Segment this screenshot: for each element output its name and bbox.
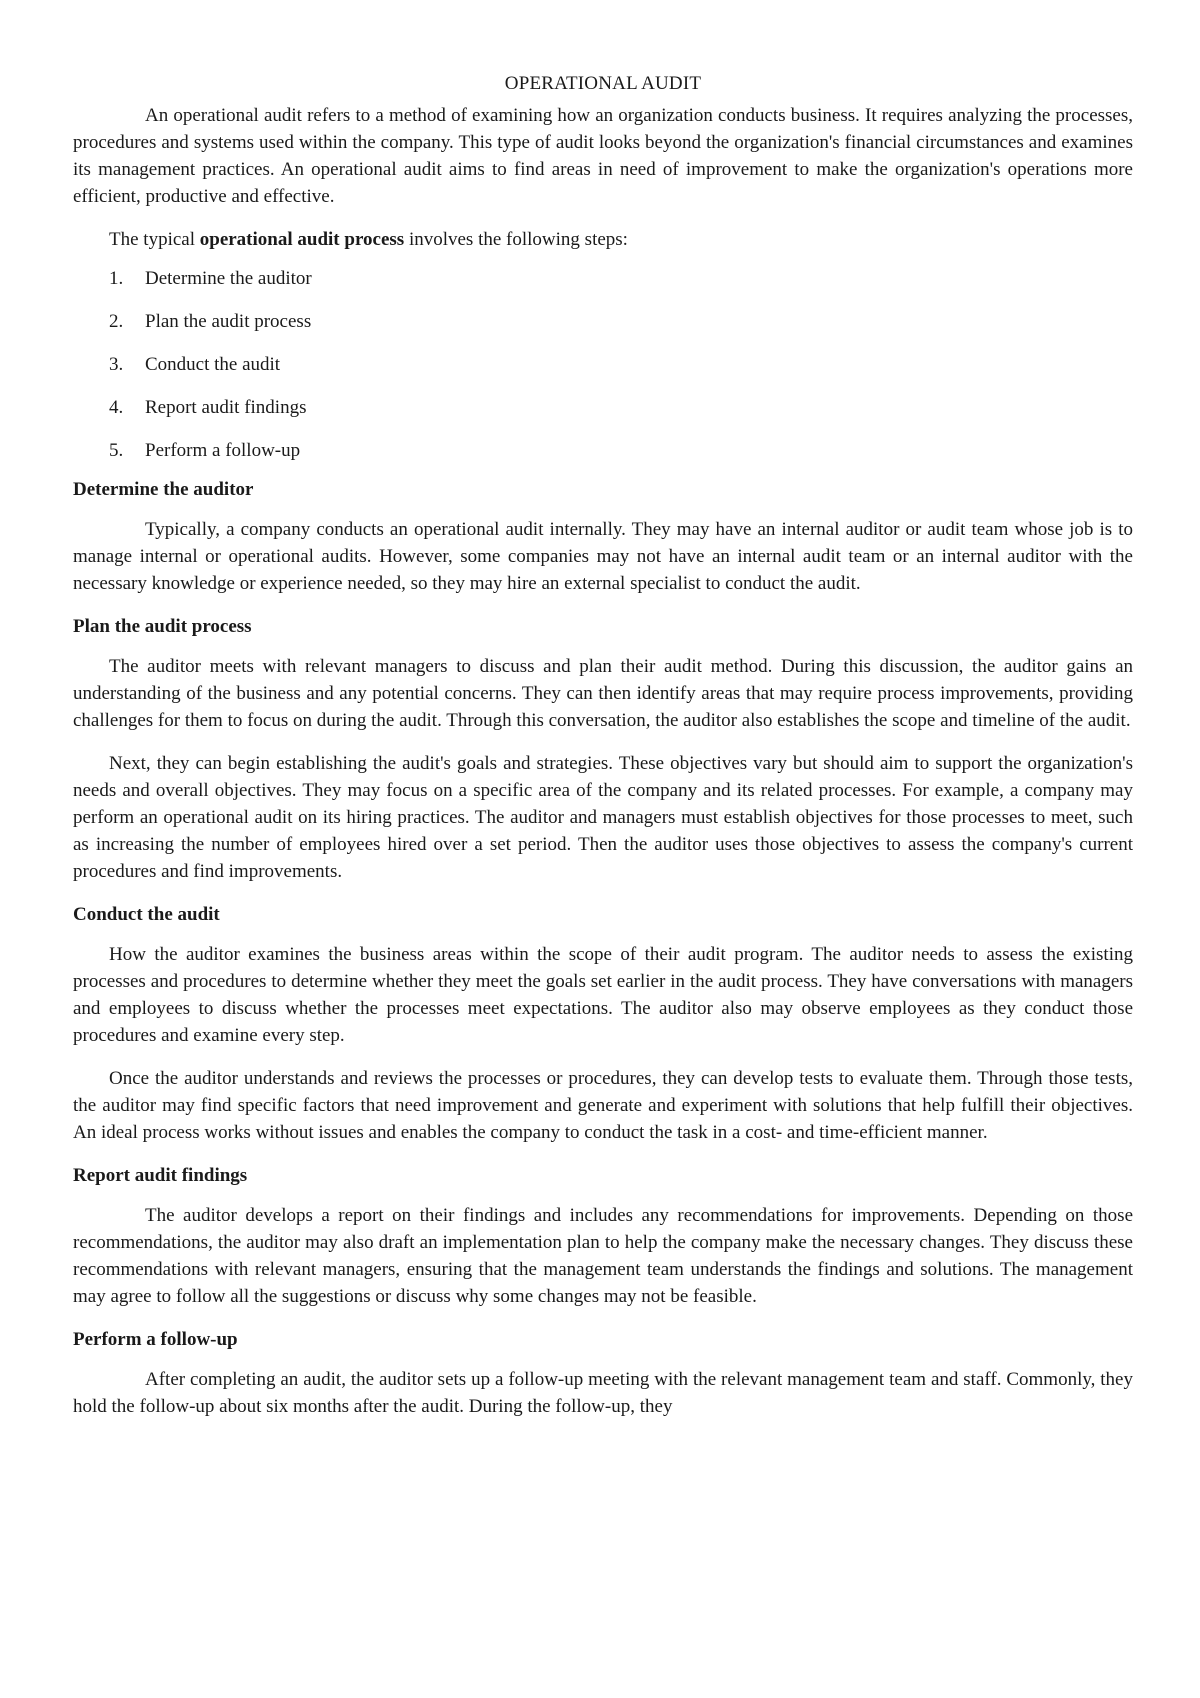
report-paragraph: The auditor develops a report on their findings and includes any recommendations for improvements. Depending on those recommendations, the auditor may also draft an implementation plan to help the company make the necessary changes. They discuss these recommendations with relevant managers, ensuring that the management team understands the findings and solutions. The management may agree to follow all the suggestions or discuss why some changes may not be feasible. [73,1205,1133,1307]
heading-plan-audit: Plan the audit process [73,616,252,637]
steps-intro [73,226,1133,253]
steps-intro-bold: operational audit process [199,229,405,250]
list-number: 5. [109,440,124,461]
list-item [109,351,1133,378]
conduct-paragraph-1: How the auditor examines the business areas within the scope of their audit program. The auditor needs to assess the existing processes and procedures to determine whether they meet the goals set earlier in the audit process. They have conversations with managers and employees to discuss whether the processes meet expectations. The auditor also may observe employees as they conduct those procedures and examine every step. [73,944,1133,1046]
heading-determine-auditor: Determine the auditor [73,479,254,500]
steps-list [73,265,1133,464]
list-number: 4. [109,397,124,418]
heading-conduct-audit: Conduct the audit [73,904,220,925]
list-item [109,308,1133,335]
document-page [73,70,1133,1420]
list-number: 2. [109,311,124,332]
heading-follow-up: Perform a follow-up [73,1329,238,1350]
list-label: Perform a follow-up [145,440,301,461]
list-number: 3. [109,354,124,375]
determine-paragraph: Typically, a company conducts an operational audit internally. They may have an internal auditor or audit team whose job is to manage internal or operational audits. However, some companies may not have an internal audit team or an internal auditor with the necessary knowledge or experience needed, so they may hire an external specialist to conduct the audit. [73,519,1133,594]
plan-paragraph-1: The auditor meets with relevant managers to discuss and plan their audit method. During this discussion, the auditor gains an understanding of the business and any potential concerns. They can then identify areas that may require process improvements, providing challenges for them to focus on during the audit. Through this conversation, the auditor also establishes the scope and timeline of the audit. [73,656,1133,731]
plan-paragraph-2: Next, they can begin establishing the audit's goals and strategies. These objectives vary but should aim to support the organization's needs and overall objectives. They may focus on a specific area of the company and its related processes. For example, a company may perform an operational audit on its hiring practices. The auditor and managers must establish objectives for those processes to meet, such as increasing the number of employees hired over a set period. Then the auditor uses those objectives to assess the company's current procedures and find improvements. [73,753,1133,882]
list-number: 1. [109,268,124,289]
steps-intro-after: involves the following steps: [404,229,628,250]
list-item [109,437,1133,464]
list-label: Conduct the audit [145,354,281,375]
steps-intro-before: The typical [109,229,200,250]
page-title: OPERATIONAL AUDIT [504,73,702,94]
list-item [109,394,1133,421]
intro-paragraph: An operational audit refers to a method of examining how an organization conducts business. It requires analyzing the processes, procedures and systems used within the company. This type of audit looks beyond the organization's financial circumstances and examines its management practices. An operational audit aims to find areas in need of improvement to make the organization's operations more efficient, productive and effective. [73,105,1133,207]
list-label: Determine the auditor [145,268,312,289]
heading-report-findings: Report audit findings [73,1165,248,1186]
conduct-paragraph-2: Once the auditor understands and reviews the processes or procedures, they can develop tests to evaluate them. Through those tests, the auditor may find specific factors that need improvement and generate and experiment with solutions that help fulfill their objectives. An ideal process works without issues and enables the company to conduct the task in a cost- and time-efficient manner. [73,1068,1133,1143]
list-label: Plan the audit process [145,311,312,332]
followup-paragraph: After completing an audit, the auditor sets up a follow-up meeting with the relevant management team and staff. Commonly, they hold the follow-up about six months after the audit. During the follow-up, they [73,1369,1133,1417]
list-item [109,265,1133,292]
list-label: Report audit findings [145,397,307,418]
